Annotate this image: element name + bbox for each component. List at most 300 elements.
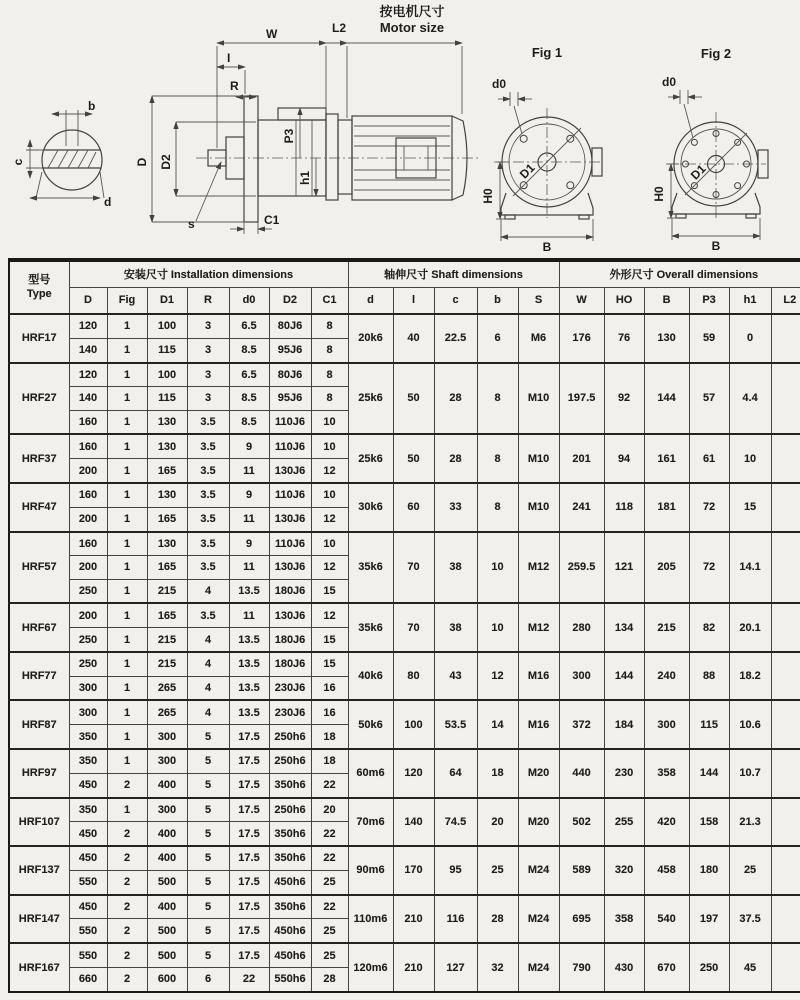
shaft-cell: 50k6 (348, 700, 393, 749)
shaft-cell: 10 (477, 603, 518, 652)
overall-cell: 372 (559, 700, 604, 749)
install-cell: 5 (187, 870, 229, 894)
install-cell: 11 (229, 603, 269, 627)
install-cell: 3.5 (187, 532, 229, 556)
overall-cell: 250 (689, 943, 729, 992)
install-cell: 200 (69, 603, 107, 627)
overall-cell: 61 (689, 434, 729, 483)
install-cell: 130 (147, 483, 187, 507)
dim-label-p3: P3 (282, 128, 296, 144)
shaft-cell: 38 (434, 532, 477, 604)
install-cell: 1 (107, 749, 147, 773)
install-cell: 1 (107, 507, 147, 531)
shaft-cell: 10 (477, 532, 518, 604)
overall-cell: 300 (559, 652, 604, 701)
type-cell: HRF67 (9, 603, 69, 652)
install-cell: 130J6 (269, 603, 311, 627)
shaft-cell: 64 (434, 749, 477, 798)
install-cell: 17.5 (229, 943, 269, 967)
install-cell: 110J6 (269, 483, 311, 507)
motor-size-note-en: Motor size (379, 20, 445, 35)
table-row (9, 434, 800, 458)
overall-cell: 215 (644, 603, 689, 652)
overall-cell: 458 (644, 846, 689, 895)
install-cell: 95J6 (269, 338, 311, 362)
install-cell: 1 (107, 700, 147, 724)
install-cell: 250h6 (269, 725, 311, 749)
dim-label-l2: L2 (332, 21, 347, 35)
table-row (9, 700, 800, 724)
shaft-cell: 90m6 (348, 846, 393, 895)
overall-cell: 115 (689, 700, 729, 749)
install-cell: 1 (107, 798, 147, 822)
install-cell: 17.5 (229, 773, 269, 797)
shaft-cell: 120m6 (348, 943, 393, 992)
dim-label-h1: h1 (298, 170, 312, 186)
install-cell: 22 (311, 846, 348, 870)
install-cell: 2 (107, 846, 147, 870)
shaft-cell: 140 (393, 798, 434, 847)
install-cell: 115 (147, 338, 187, 362)
column-header: C1 (311, 287, 348, 314)
install-cell: 300 (147, 725, 187, 749)
install-cell: 2 (107, 870, 147, 894)
column-header: D2 (269, 287, 311, 314)
install-cell: 13.5 (229, 700, 269, 724)
overall-cell: 94 (604, 434, 644, 483)
install-cell: 5 (187, 725, 229, 749)
install-cell: 250 (69, 628, 107, 652)
dim-label-d1: D1 (687, 161, 709, 183)
overall-cell: 10.6 (729, 700, 771, 749)
install-cell: 165 (147, 556, 187, 579)
install-cell: 1 (107, 434, 147, 458)
install-cell: 95J6 (269, 387, 311, 410)
install-cell: 215 (147, 579, 187, 603)
fig2-dim-label-b: B (711, 239, 721, 253)
overall-cell: 92 (604, 363, 644, 435)
shaft-cell: 43 (434, 652, 477, 701)
install-cell: 13.5 (229, 628, 269, 652)
install-cell: 110J6 (269, 532, 311, 556)
overall-cell: 201 (559, 434, 604, 483)
install-cell: 18 (311, 749, 348, 773)
install-cell: 3.5 (187, 483, 229, 507)
overall-cell: 72 (689, 532, 729, 604)
overall-cell: 72 (689, 483, 729, 532)
shaft-cell: M24 (518, 943, 559, 992)
install-cell: 300 (69, 700, 107, 724)
overall-cell: 259.5 (559, 532, 604, 604)
type-column-header (9, 260, 69, 314)
shaft-cell: 12 (477, 652, 518, 701)
fig2-title: Fig 2 (700, 46, 732, 61)
overall-cell (771, 798, 800, 847)
overall-cell: 320 (604, 846, 644, 895)
motor-size-note-cn: 按电机尺寸 (379, 4, 445, 19)
overall-cell: 15 (729, 483, 771, 532)
overall-cell: 21.3 (729, 798, 771, 847)
install-cell: 16 (311, 676, 348, 700)
install-cell: 400 (147, 895, 187, 919)
install-cell: 4 (187, 579, 229, 603)
shaft-cell: 40k6 (348, 652, 393, 701)
overall-cell: 181 (644, 483, 689, 532)
install-cell: 15 (311, 628, 348, 652)
install-cell: 8 (311, 363, 348, 387)
overall-cell (771, 532, 800, 604)
overall-cell (771, 846, 800, 895)
overall-cell (771, 943, 800, 992)
install-cell: 350h6 (269, 822, 311, 846)
type-cell: HRF47 (9, 483, 69, 532)
overall-cell: 144 (604, 652, 644, 701)
column-header: d (348, 287, 393, 314)
overall-cell (771, 700, 800, 749)
install-cell: 18 (311, 725, 348, 749)
install-cell: 180J6 (269, 628, 311, 652)
table-row (9, 943, 800, 967)
install-cell: 8.5 (229, 387, 269, 410)
install-cell: 230J6 (269, 676, 311, 700)
overall-cell: 82 (689, 603, 729, 652)
install-cell: 350 (69, 749, 107, 773)
install-cell: 450 (69, 773, 107, 797)
overall-cell: 10 (729, 434, 771, 483)
shaft-cell: 8 (477, 434, 518, 483)
shaft-cell: 28 (434, 363, 477, 435)
column-header: Fig (107, 287, 147, 314)
shaft-cell: 70m6 (348, 798, 393, 847)
overall-cell: 37.5 (729, 895, 771, 944)
install-cell: 1 (107, 459, 147, 483)
install-cell: 3 (187, 363, 229, 387)
install-cell: 3.5 (187, 507, 229, 531)
column-header: b (477, 287, 518, 314)
overall-cell: 280 (559, 603, 604, 652)
install-cell: 2 (107, 773, 147, 797)
install-cell: 130J6 (269, 459, 311, 483)
install-cell: 4 (187, 700, 229, 724)
install-cell: 1 (107, 676, 147, 700)
column-header: S (518, 287, 559, 314)
install-cell: 11 (229, 459, 269, 483)
overall-cell: 184 (604, 700, 644, 749)
overall-cell: 176 (559, 314, 604, 363)
shaft-cell: 95 (434, 846, 477, 895)
shaft-cell: 8 (477, 363, 518, 435)
install-cell: 660 (69, 967, 107, 992)
column-header: R (187, 287, 229, 314)
type-cell: HRF77 (9, 652, 69, 701)
overall-cell: 158 (689, 798, 729, 847)
install-cell: 11 (229, 507, 269, 531)
install-cell: 180J6 (269, 579, 311, 603)
shaft-cell: 100 (393, 700, 434, 749)
install-cell: 2 (107, 943, 147, 967)
install-cell: 13.5 (229, 676, 269, 700)
shaft-cell: 38 (434, 603, 477, 652)
shaft-cell: 120 (393, 749, 434, 798)
overall-cell: 240 (644, 652, 689, 701)
shaft-cell: 50 (393, 363, 434, 435)
install-cell: 3.5 (187, 603, 229, 627)
shaft-cell: 35k6 (348, 532, 393, 604)
install-cell: 160 (69, 483, 107, 507)
dim-label-d1: D1 (516, 160, 538, 182)
install-cell: 165 (147, 603, 187, 627)
install-cell: 450h6 (269, 870, 311, 894)
shaft-cell: 210 (393, 943, 434, 992)
dim-label-i: I (227, 51, 231, 65)
shaft-cell: 74.5 (434, 798, 477, 847)
shaft-cell: 210 (393, 895, 434, 944)
overall-cell (771, 434, 800, 483)
install-cell: 180J6 (269, 652, 311, 676)
install-cell: 140 (69, 387, 107, 410)
install-cell: 28 (311, 967, 348, 992)
fig1-front-view (481, 45, 602, 254)
dim-label-d: d (104, 195, 112, 209)
technical-drawings (0, 0, 800, 256)
column-header: c (434, 287, 477, 314)
overall-cell: 589 (559, 846, 604, 895)
type-header-cn: 型号 (28, 273, 51, 286)
fig2-dim-label-h0: H0 (652, 186, 666, 202)
install-cell: 12 (311, 459, 348, 483)
install-cell: 110J6 (269, 434, 311, 458)
install-cell: 550 (69, 943, 107, 967)
table-row (9, 483, 800, 507)
install-cell: 250h6 (269, 798, 311, 822)
type-header-en: Type (26, 287, 52, 300)
shaft-cell: M10 (518, 483, 559, 532)
install-cell: 3.5 (187, 556, 229, 579)
table-row (9, 532, 800, 556)
install-cell: 550 (69, 919, 107, 943)
install-cell: 400 (147, 822, 187, 846)
overall-cell: 45 (729, 943, 771, 992)
shaft-cell: 50 (393, 434, 434, 483)
install-cell: 215 (147, 628, 187, 652)
install-cell: 10 (311, 483, 348, 507)
type-cell: HRF37 (9, 434, 69, 483)
install-cell: 400 (147, 846, 187, 870)
dim-label-D: D (135, 157, 149, 167)
install-cell: 130 (147, 532, 187, 556)
type-cell: HRF57 (9, 532, 69, 604)
install-cell: 17.5 (229, 919, 269, 943)
install-cell: 12 (311, 603, 348, 627)
install-cell: 400 (147, 773, 187, 797)
overall-cell: 57 (689, 363, 729, 435)
install-cell: 3 (187, 338, 229, 362)
overall-cell: 25 (729, 846, 771, 895)
install-cell: 1 (107, 579, 147, 603)
type-cell: HRF147 (9, 895, 69, 944)
overall-cell: 790 (559, 943, 604, 992)
install-cell: 230J6 (269, 700, 311, 724)
overall-cell: 241 (559, 483, 604, 532)
install-cell: 1 (107, 532, 147, 556)
fig2-dim-label-d0: d0 (662, 75, 677, 89)
shaft-cell: 20 (477, 798, 518, 847)
dim-label-c1: C1 (264, 213, 280, 227)
shaft-cell: 20k6 (348, 314, 393, 363)
install-cell: 11 (229, 556, 269, 579)
install-cell: 22 (229, 967, 269, 992)
install-cell: 110J6 (269, 410, 311, 434)
column-header: l (393, 287, 434, 314)
install-cell: 9 (229, 434, 269, 458)
column-header: HO (604, 287, 644, 314)
install-cell: 350 (69, 798, 107, 822)
overall-cell: 121 (604, 532, 644, 604)
overall-cell: 255 (604, 798, 644, 847)
install-cell: 9 (229, 483, 269, 507)
shaft-cell: 33 (434, 483, 477, 532)
install-cell: 80J6 (269, 314, 311, 338)
install-cell: 4 (187, 652, 229, 676)
install-cell: 300 (147, 798, 187, 822)
shaft-cell: 28 (434, 434, 477, 483)
install-cell: 3.5 (187, 434, 229, 458)
overall-cell: 88 (689, 652, 729, 701)
install-cell: 350h6 (269, 846, 311, 870)
install-cell: 8 (311, 338, 348, 362)
fig1-dim-label-h0: H0 (481, 188, 495, 204)
install-cell: 8.5 (229, 338, 269, 362)
install-cell: 10 (311, 532, 348, 556)
install-cell: 215 (147, 652, 187, 676)
shaft-cell: 110m6 (348, 895, 393, 944)
install-cell: 160 (69, 532, 107, 556)
install-cell: 8 (311, 314, 348, 338)
install-cell: 25 (311, 943, 348, 967)
install-cell: 130J6 (269, 507, 311, 531)
fig2-front-view (652, 46, 768, 253)
install-cell: 80J6 (269, 363, 311, 387)
install-cell: 100 (147, 314, 187, 338)
install-cell: 2 (107, 822, 147, 846)
install-cell: 17.5 (229, 822, 269, 846)
overall-cell: 130 (644, 314, 689, 363)
install-cell: 1 (107, 314, 147, 338)
header-row-groups (9, 260, 800, 287)
type-cell: HRF167 (9, 943, 69, 992)
install-cell: 1 (107, 628, 147, 652)
fig1-dim-label-d0: d0 (492, 77, 507, 91)
type-cell: HRF97 (9, 749, 69, 798)
install-cell: 1 (107, 725, 147, 749)
install-cell: 9 (229, 532, 269, 556)
overall-cell (771, 895, 800, 944)
shaft-cell: M20 (518, 749, 559, 798)
install-cell: 1 (107, 363, 147, 387)
install-cell: 3 (187, 314, 229, 338)
overall-cell: 18.2 (729, 652, 771, 701)
shaft-cell: M20 (518, 798, 559, 847)
shaft-cell: 18 (477, 749, 518, 798)
install-cell: 165 (147, 459, 187, 483)
install-cell: 1 (107, 338, 147, 362)
install-cell: 450h6 (269, 943, 311, 967)
install-cell: 5 (187, 943, 229, 967)
column-header: D (69, 287, 107, 314)
drawings-svg (0, 0, 800, 256)
install-cell: 1 (107, 387, 147, 410)
install-cell: 250h6 (269, 749, 311, 773)
install-cell: 13.5 (229, 652, 269, 676)
shaft-cell: M12 (518, 532, 559, 604)
column-header: L2 (771, 287, 800, 314)
install-cell: 250 (69, 579, 107, 603)
type-cell: HRF107 (9, 798, 69, 847)
install-cell: 3 (187, 387, 229, 410)
shaft-cross-section (11, 99, 111, 209)
install-cell: 300 (69, 676, 107, 700)
install-cell: 140 (69, 338, 107, 362)
overall-cell: 161 (644, 434, 689, 483)
overall-cell: 430 (604, 943, 644, 992)
dim-label-b: b (88, 99, 96, 113)
install-cell: 130 (147, 434, 187, 458)
table-row (9, 652, 800, 676)
install-cell: 265 (147, 676, 187, 700)
shaft-cell: 25k6 (348, 363, 393, 435)
column-header: D1 (147, 287, 187, 314)
table-row (9, 749, 800, 773)
install-cell: 5 (187, 749, 229, 773)
shaft-cell: 170 (393, 846, 434, 895)
overall-cell: 197.5 (559, 363, 604, 435)
overall-cell: 144 (689, 749, 729, 798)
overall-cell: 180 (689, 846, 729, 895)
install-cell: 25 (311, 870, 348, 894)
shaft-cell: M10 (518, 363, 559, 435)
install-cell: 5 (187, 846, 229, 870)
install-cell: 2 (107, 919, 147, 943)
shaft-cell: M16 (518, 700, 559, 749)
install-cell: 6.5 (229, 363, 269, 387)
table-row (9, 314, 800, 338)
overall-cell: 230 (604, 749, 644, 798)
table-body (9, 314, 800, 992)
table-row (9, 798, 800, 822)
column-header: P3 (689, 287, 729, 314)
overall-cell: 59 (689, 314, 729, 363)
shaft-cell: 70 (393, 532, 434, 604)
type-cell: HRF27 (9, 363, 69, 435)
install-cell: 17.5 (229, 846, 269, 870)
install-cell: 15 (311, 579, 348, 603)
install-cell: 450 (69, 822, 107, 846)
table-row (9, 363, 800, 387)
table-header (9, 260, 800, 314)
install-cell: 3.5 (187, 410, 229, 434)
overall-cell: 118 (604, 483, 644, 532)
install-cell: 16 (311, 700, 348, 724)
install-cell: 450 (69, 846, 107, 870)
shaft-cell: M24 (518, 846, 559, 895)
shaft-cell: 60m6 (348, 749, 393, 798)
shaft-cell: M16 (518, 652, 559, 701)
table-row (9, 895, 800, 919)
install-cell: 250 (69, 652, 107, 676)
column-header: W (559, 287, 604, 314)
overall-cell (771, 652, 800, 701)
install-cell: 17.5 (229, 725, 269, 749)
